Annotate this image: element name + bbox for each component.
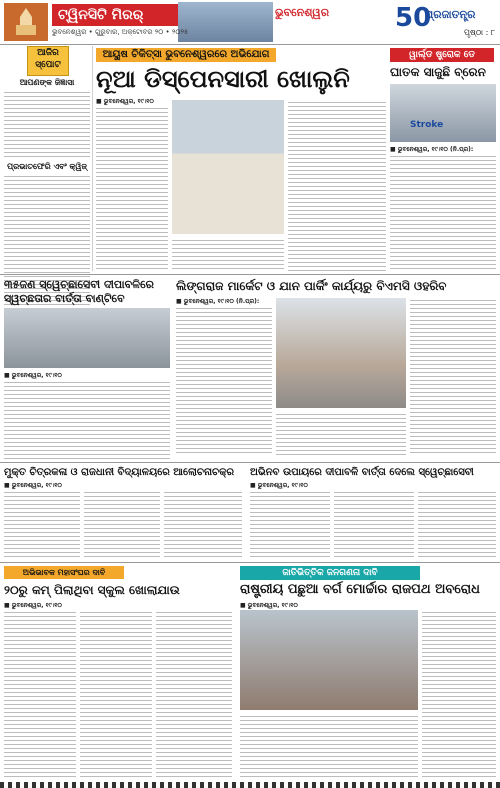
story-top-text-col1	[96, 106, 168, 271]
volunteers-photo	[4, 308, 170, 368]
story-top-photo-caption	[172, 238, 284, 271]
story-protest-byline: ■ ଭୁବନେଶ୍ୱର, ୧୯।୧୦	[240, 602, 298, 609]
story-top-byline: ■ ଭୁବନେଶ୍ୱର, ୧୯।୧୦	[96, 98, 154, 105]
story-protest-headline: ରାଷ୍ଟ୍ରୀୟ ପଛୁଆ ବର୍ଗ ମୋର୍ଚ୍ଚାର ରାଜପଥ ଅବରୋଧ	[240, 582, 480, 597]
story-volunteers-byline: ■ ଭୁବନେଶ୍ୱର, ୧୯।୧୦	[4, 372, 62, 379]
story-diwali-text-col3	[418, 490, 496, 558]
column-divider	[92, 46, 93, 271]
story-lingaraj-text-col1	[176, 306, 272, 456]
temple-logo-icon	[4, 3, 48, 41]
story-lingaraj-text-col3	[410, 298, 496, 456]
brief1-title: ପ୍ରଭାତଫେରି ଏବଂ କ୍ୱିଜ୍	[7, 162, 87, 171]
story-school-byline: ■ ଭୁବନେଶ୍ୱର, ୧୯।୧୦	[4, 602, 62, 609]
story-volunteers-text	[4, 380, 170, 460]
story-chitrakar-text-col3	[164, 490, 242, 558]
story-lingaraj-text-col2	[276, 412, 406, 456]
story-protest-text-col2	[422, 610, 496, 778]
story-protest-text-col1	[240, 714, 418, 778]
masthead-rule	[0, 44, 500, 45]
color-register-strip	[0, 782, 500, 788]
story-top-headline: ନୂଆ ଡିସ୍ପେନସାରୀ ଖୋଲୁନି	[96, 65, 350, 93]
story-volunteers-headline: ୩୫ଜଣ ସ୍ୱେଚ୍ଛାସେବୀ ଦୀପାବଳିରେ ସ୍ୱଚ୍ଛତାର ବାର୍ତ୍ତା ବାଣ୍ଟିବେ	[4, 278, 154, 305]
brand-name: ପ୍ରଜାତନ୍ତ୍ର	[425, 8, 476, 21]
section-rule-1	[0, 274, 500, 275]
story-lingaraj-byline: ■ ଭୁବନେଶ୍ୱର, ୧୯।୧୦ (ନି.ପ୍ର):	[176, 298, 260, 305]
section-rule-2	[0, 462, 500, 463]
story-school-text-col3	[156, 610, 232, 778]
story-school-text-col1	[4, 610, 76, 778]
masthead	[0, 0, 500, 44]
story-diwali-byline: ■ ଭୁବନେଶ୍ୱର, ୧୯।୧୦	[250, 482, 308, 489]
story-stroke-byline: ■ ଭୁବନେଶ୍ୱର, ୧୯।୧୦ (ନି.ପ୍ର):	[390, 146, 474, 153]
ad-subtitle: ଆପଣଙ୍କ ଜିଜ୍ଞାସା	[19, 78, 75, 87]
brand-50-logo: 50	[395, 3, 432, 33]
story-chitrakar-headline: ମୁକ୍ତ ଚିତ୍ରକଳା ଓ ରାଜଧାନୀ ବିଦ୍ୟାଳୟରେ ଆଲୋଚନାଚକ୍ର	[4, 467, 235, 478]
protest-photo	[240, 610, 418, 710]
edition-label: ଭୁବନେଶ୍ୱର	[275, 6, 330, 19]
market-photo	[276, 298, 406, 408]
stroke-banner-label: Stroke	[410, 120, 444, 130]
stroke-press-photo	[390, 84, 496, 142]
story-protest-kicker: ଜାତିଭିତ୍ତିକ ଜନଗଣନା ଦାବି	[240, 566, 420, 580]
story-school-text-col2	[80, 610, 152, 778]
story-school-kicker: ଅଭିଭାବକ ମହାସଂଘର ଦାବି	[4, 566, 124, 579]
ad-box: ଆଜିର ସ୍ପୋଟ	[27, 46, 69, 76]
story-stroke-kicker: ୱାର୍ଲ୍ଡ ଷ୍ଟ୍ରୋକ ଡେ	[390, 48, 494, 62]
ad-text-block	[4, 90, 90, 160]
story-diwali-headline: ଅଭିନବ ଉପାୟରେ ଦୀପାବଳି ବାର୍ତ୍ତା ଦେଲେ ସ୍ୱେଚ୍ଛାସେବୀ	[250, 467, 474, 478]
story-top-kicker: ଆୟୁଷ ଚିକିତ୍ସା ଭୁବନେଶ୍ୱରରେ ଅଭିଯୋଗ	[96, 48, 276, 62]
story-chitrakar-text-col1	[4, 490, 80, 558]
story-lingaraj-headline: ଲିଙ୍ଗରାଜ ମାର୍କେଟ ଓ ଯାନ ପାର୍କିଂ କାର୍ଯ୍ୟରୁ ବିଏମସି ଓହରିବ	[176, 279, 447, 293]
story-diwali-text-col1	[250, 490, 330, 558]
story-school-headline: ୨୦ରୁ କମ୍ ପିଲାଥିବା ସ୍କୁଲ ଖୋଲାଯାଉ	[4, 583, 180, 597]
masthead-title: ଟ୍ୱିନସିଟି ମିରର୍	[52, 4, 192, 26]
story-stroke-headline: ଘାତକ ସାଜୁଛି ବ୍ରେନ	[390, 65, 486, 79]
story-chitrakar-text-col2	[84, 490, 160, 558]
story-diwali-text-col2	[334, 490, 414, 558]
story-stroke-text	[390, 154, 496, 272]
date-line: ଭୁବନେଶ୍ୱର • ଗୁରୁବାର, ଅକ୍ଟୋବର ୨୦ • ୨୦୨୫	[52, 28, 189, 36]
story-top-text-col2	[288, 100, 386, 271]
page-number: ପୃଷ୍ଠା : ୮	[463, 28, 495, 37]
dispensary-photo	[172, 100, 284, 234]
section-rule-3	[0, 562, 500, 563]
story-chitrakar-byline: ■ ଭୁବନେଶ୍ୱର, ୧୯।୧୦	[4, 482, 62, 489]
